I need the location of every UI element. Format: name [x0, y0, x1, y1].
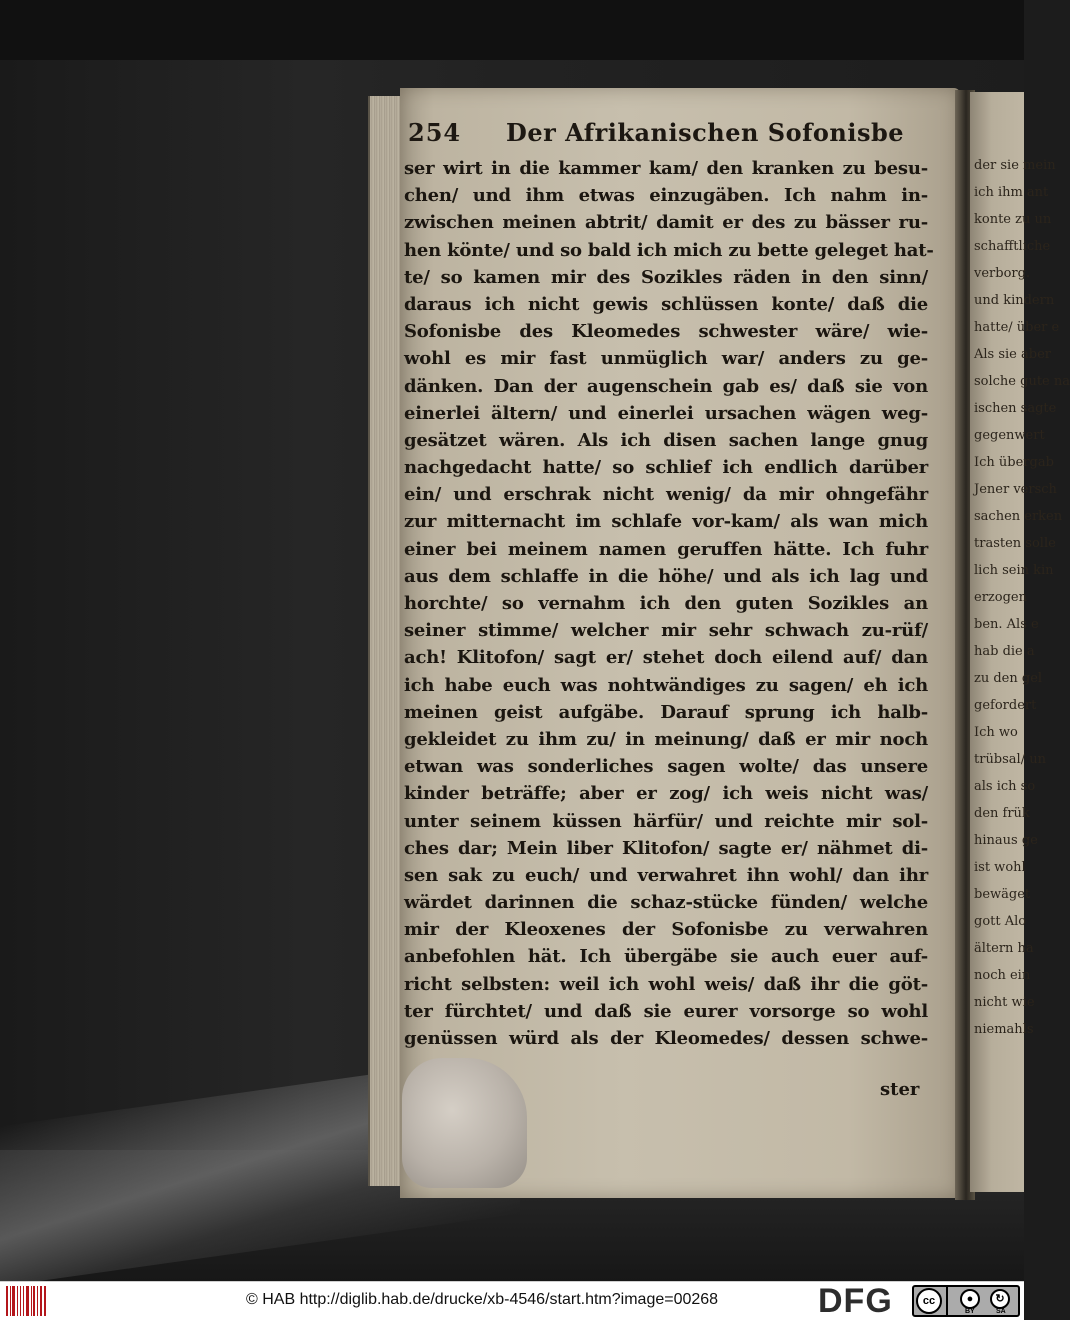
text-line: gesätzet wären. Als ich disen sachen lange gnug	[404, 429, 928, 451]
text-line: ein/ und erschrak nicht wenig/ da mir ohngefähr	[404, 484, 928, 506]
text-line: genüssen würd als der Kleomedes/ dessen schwe-	[404, 1028, 928, 1049]
sa-label: SA	[996, 1308, 1006, 1315]
text-line: ches dar; Mein liber Klitofon/ sagte er/ nähmet di-	[404, 837, 928, 859]
book-page-right	[970, 92, 1070, 1192]
text-line: hen könte/ und so bald ich mich zu bette geleget hat-	[404, 239, 934, 261]
text-line: einer bei meinem namen geruffen hätte. Ich fuhr	[404, 538, 928, 560]
text-line: zwischen meinen abtrit/ damit er des zu bässer ru-	[404, 212, 928, 234]
dfg-logo[interactable]: DFG	[818, 1282, 893, 1320]
text-line: einerlei ältern/ und einerlei ursachen wägen weg-	[404, 402, 928, 424]
cc-license-badge[interactable]	[912, 1285, 1020, 1317]
facing-page-line: ist wohl	[974, 860, 1026, 875]
facing-page-line: konte zu un	[974, 212, 1052, 227]
facing-page-line: gott Alo	[974, 914, 1027, 929]
running-title: Der Afrikanischen Sofonisbe	[506, 118, 905, 147]
facing-page-line: nicht wie	[974, 995, 1035, 1010]
page-number: 254	[408, 118, 462, 147]
facing-page-line: den frük	[974, 806, 1030, 821]
text-line: ser wirt in die kammer kam/ den kranken zu besu-	[404, 158, 928, 179]
facing-page-line: als ich so	[974, 779, 1036, 794]
text-line: zur mitternacht im schlafe vor-kam/ als wan mich	[404, 511, 928, 533]
facing-page-line: bewäget	[974, 887, 1031, 902]
facing-page-line: erzogen	[974, 590, 1027, 605]
facing-page-line: lich sein kin	[974, 563, 1054, 578]
text-line: unter seinem küssen härfür/ und reichte mir sol-	[404, 810, 928, 832]
background-top	[0, 0, 1024, 60]
text-line: ter fürchtet/ und daß sie eurer vorsorge so wohl	[404, 1000, 928, 1022]
facing-page-line: noch ein	[974, 968, 1031, 983]
facing-page-line: gefordert	[974, 698, 1037, 713]
facing-page-line: Jener versch	[974, 482, 1057, 497]
by-label: BY	[965, 1308, 975, 1315]
text-line: Sofonisbe des Kleomedes schwester wäre/ wie-	[404, 321, 928, 343]
catchword: ster	[880, 1079, 920, 1100]
text-line: kinder beträffe; aber er zog/ ich weis nicht was/	[404, 783, 928, 805]
facing-page-line: verborg.	[974, 266, 1031, 281]
text-line: gekleidet zu ihm zu/ in meinung/ daß er mir noch	[404, 728, 928, 750]
text-line: horchte/ so vernahm ich den guten Sozikles an	[404, 593, 928, 614]
facing-page-line: hatte/ über e	[974, 320, 1060, 335]
text-line: anbefohlen hät. Ich übergäbe sie auch euer auf-	[404, 946, 928, 968]
text-line: meinen geist aufgäbe. Darauf sprung ich halb-	[404, 701, 928, 723]
text-line: ach! Klitofon/ sagt er/ stehet doch eilend auf/ dan	[404, 647, 928, 669]
facing-page-line: schafftliche	[974, 239, 1051, 254]
by-person-icon: ●	[960, 1289, 980, 1309]
facing-page-line: ben. Als e	[974, 617, 1039, 632]
hab-barcode-logo[interactable]	[6, 1286, 46, 1316]
cc-icon: cc	[916, 1288, 942, 1314]
facing-page-line: ältern ha	[974, 941, 1034, 956]
facing-page-line: ischen sagte	[974, 401, 1057, 416]
facing-page-line: Ich übergab	[974, 455, 1054, 470]
facing-page-line: solche gute na	[974, 374, 1070, 389]
facing-page-line: trübsal/ un	[974, 752, 1046, 767]
text-line: dänken. Dan der augenschein gab es/ daß sie von	[404, 375, 928, 397]
text-line: seiner stimme/ welcher mir sehr schwach zu-rüf/	[404, 620, 928, 642]
facing-page-line: der sie mein	[974, 158, 1056, 173]
facing-page-line: zu den gel	[974, 671, 1043, 686]
facing-page-line: ich ihm ant	[974, 185, 1049, 200]
text-line: ich habe euch was nohtwändiges zu sagen/ eh ich	[404, 674, 928, 696]
text-line: aus dem schlaffe in die höhe/ und als ich lag und	[404, 565, 928, 587]
text-line: mir der Kleoxenes der Sofonisbe zu verwahren	[404, 919, 928, 941]
viewer-footer	[0, 1281, 1024, 1320]
facing-page-line: trasten solle	[974, 536, 1056, 551]
source-credit-link[interactable]: © HAB http://diglib.hab.de/drucke/xb-4546/start.htm?image=00268	[246, 1291, 719, 1308]
facing-page-line: Als sie aber	[974, 347, 1051, 362]
text-line: sen sak zu euch/ und verwahret ihn wohl/ dan ihr	[404, 864, 928, 886]
text-line: nachgedacht hatte/ so schlief ich endlich darüber	[404, 457, 928, 479]
sa-share-alike-icon: ↻	[990, 1289, 1010, 1309]
cc-divider	[946, 1287, 948, 1315]
facing-page-line: hab die a	[974, 644, 1035, 659]
text-line: wohl es mir fast unmüglich war/ anders zu ge-	[404, 348, 928, 370]
facing-page-line: sachen erken	[974, 509, 1063, 524]
page-body-text	[404, 155, 934, 1052]
text-line: wärdet darinnen die schaz-stücke fünden/ welche	[404, 892, 928, 914]
facing-page-text	[974, 152, 1070, 1043]
facing-page-line: hinaus ge	[974, 833, 1038, 848]
text-line: richt selbsten: weil ich wohl weis/ daß ihr die göt-	[404, 973, 928, 995]
text-line: chen/ und ihm etwas einzugäben. Ich nahm in-	[404, 185, 928, 207]
facing-page-line: gegenwert	[974, 428, 1045, 443]
text-line: te/ so kamen mir des Sozikles räden in den sinn/	[404, 266, 928, 288]
page-header	[408, 118, 948, 152]
facing-page-line: niemahls	[974, 1022, 1034, 1037]
facing-page-line: Ich wo	[974, 725, 1018, 740]
text-line: etwan was sonderliches sagen wolte/ das unsere	[404, 756, 928, 778]
facing-page-line: und kindern	[974, 293, 1055, 308]
scanner-thumb	[402, 1058, 527, 1188]
text-line: daraus ich nicht gewis schlüssen konte/ daß die	[404, 293, 928, 315]
